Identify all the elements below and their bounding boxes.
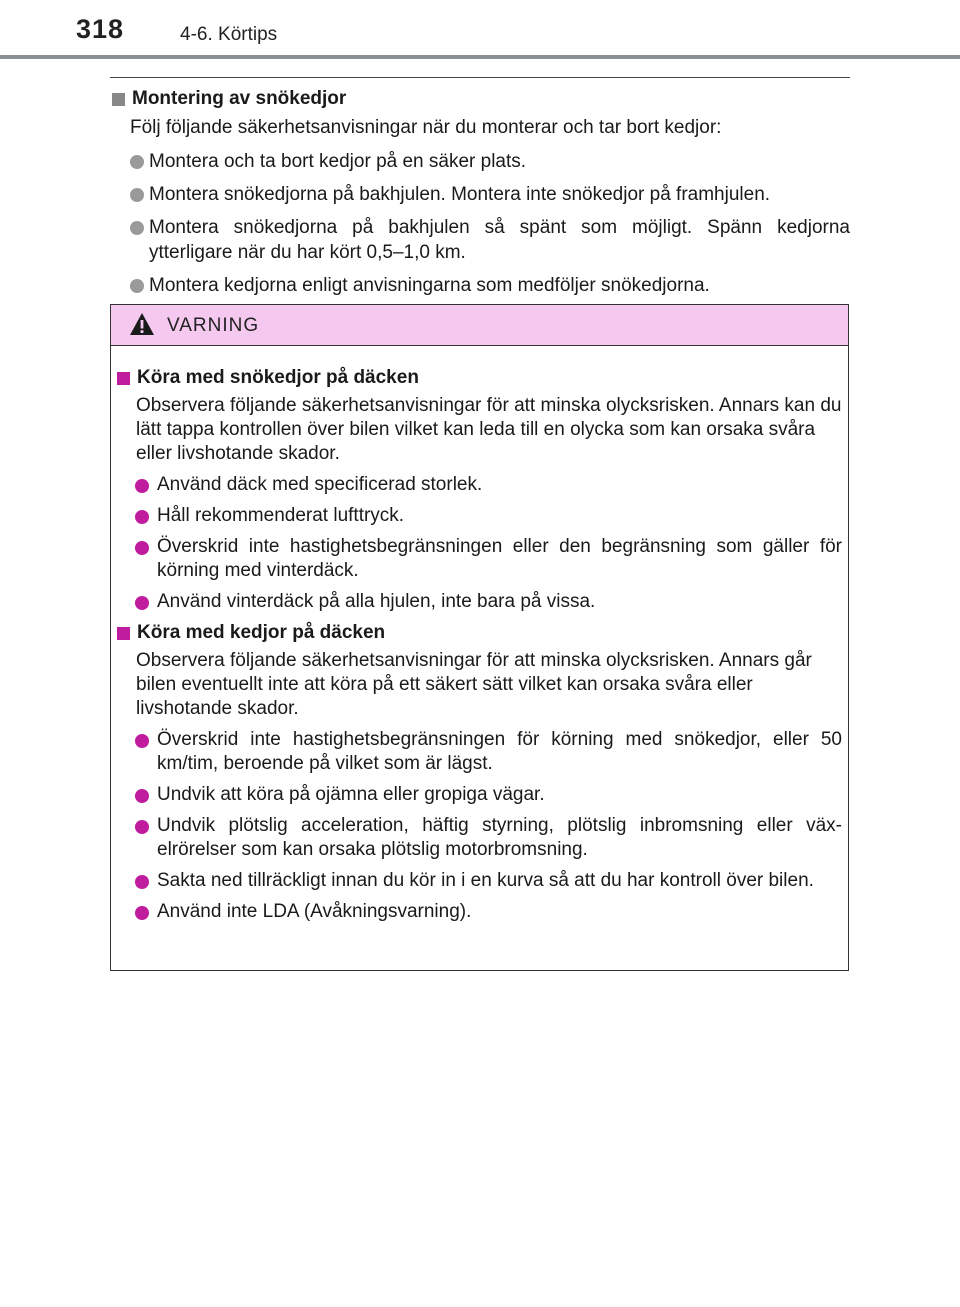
warning-triangle-icon bbox=[129, 312, 155, 336]
list-item bbox=[117, 869, 842, 893]
list-item-text: Använd däck med specificerad storlek. bbox=[157, 474, 483, 495]
circle-bullet-icon bbox=[130, 221, 144, 235]
list-item-text: Sakta ned tillräckligt innan du kör in i en kurva så att du har kontroll över bilen. bbox=[157, 870, 814, 891]
list-item-text: Håll rekommenderat lufttryck. bbox=[157, 505, 405, 526]
bullet-list bbox=[110, 149, 850, 298]
circle-bullet-icon bbox=[135, 596, 149, 610]
list-item bbox=[117, 814, 842, 862]
mounting-section bbox=[110, 86, 850, 298]
section-heading bbox=[117, 620, 842, 646]
list-item bbox=[117, 535, 842, 583]
page-header bbox=[0, 0, 960, 62]
warning-header bbox=[111, 305, 848, 346]
list-item-text: Undvik plötslig acceleration, häftig styrning, plötslig inbromsning eller väx-elrörelser som kan orsaka plötslig motorbromsning. bbox=[157, 815, 842, 860]
warning-box bbox=[110, 304, 849, 971]
warning-body bbox=[111, 346, 848, 924]
warning-section-snow-chains bbox=[117, 365, 842, 614]
list-item-text: Överskrid inte hastighetsbegränsningen eller den begränsning som gäller för körning med vinterdäck. bbox=[157, 536, 842, 581]
list-item-text: Montera snökedjorna på bakhjulen så spänt som möjligt. Spänn kedjorna ytterligare när du har kört 0,5–1,0 km. bbox=[149, 217, 850, 263]
list-item-text: Överskrid inte hastighetsbegränsningen för körning med snökedjor, eller 50 km/tim, beroende på vilket som är lägst. bbox=[157, 729, 842, 774]
square-bullet-icon bbox=[117, 627, 130, 640]
list-item bbox=[110, 215, 850, 265]
bullet-list bbox=[117, 473, 842, 614]
page-number: 318 bbox=[76, 14, 125, 44]
square-bullet-icon bbox=[112, 93, 125, 106]
section-heading bbox=[117, 365, 842, 391]
list-item bbox=[110, 182, 850, 207]
list-item bbox=[117, 783, 842, 807]
content-divider bbox=[110, 77, 850, 78]
list-item bbox=[117, 728, 842, 776]
list-item bbox=[117, 473, 842, 497]
circle-bullet-icon bbox=[135, 875, 149, 889]
list-item bbox=[110, 273, 850, 298]
list-item bbox=[117, 900, 842, 924]
circle-bullet-icon bbox=[130, 155, 144, 169]
header-divider bbox=[0, 55, 960, 59]
section-heading bbox=[110, 86, 850, 112]
heading-text: Köra med snökedjor på däcken bbox=[137, 367, 419, 388]
warning-label: VARNING bbox=[167, 315, 260, 336]
circle-bullet-icon bbox=[135, 906, 149, 920]
list-item-text: Använd inte LDA (Avåkningsvarning). bbox=[157, 901, 472, 922]
section-intro: Följ följande säkerhetsanvisningar när du monterar och tar bort kedjor: bbox=[130, 117, 722, 138]
square-bullet-icon bbox=[117, 372, 130, 385]
heading-text: Köra med kedjor på däcken bbox=[137, 622, 386, 643]
circle-bullet-icon bbox=[135, 789, 149, 803]
circle-bullet-icon bbox=[130, 188, 144, 202]
list-item-text: Montera snökedjorna på bakhjulen. Montera inte snökedjor på framhjulen. bbox=[149, 184, 771, 205]
list-item bbox=[117, 504, 842, 528]
circle-bullet-icon bbox=[130, 279, 144, 293]
warning-section-chains bbox=[117, 620, 842, 924]
circle-bullet-icon bbox=[135, 820, 149, 834]
list-item-text: Montera kedjorna enligt anvisningarna som medföljer snökedjorna. bbox=[149, 275, 710, 296]
section-title: 4-6. Körtips bbox=[180, 24, 278, 45]
section-intro: Observera följande säkerhetsanvisningar för att minska olycksrisken. Annars går bilen eventuellt inte att köra på ett säkert sätt vilket kan orsaka svåra eller livshotande skador. bbox=[136, 650, 812, 719]
circle-bullet-icon bbox=[135, 734, 149, 748]
list-item-text: Montera och ta bort kedjor på en säker plats. bbox=[149, 151, 527, 172]
circle-bullet-icon bbox=[135, 479, 149, 493]
list-item bbox=[110, 149, 850, 174]
bullet-list bbox=[117, 728, 842, 924]
list-item bbox=[117, 590, 842, 614]
list-item-text: Undvik att köra på ojämna eller gropiga vägar. bbox=[157, 784, 545, 805]
section-intro: Observera följande säkerhetsanvisningar för att minska olycksrisken. Annars kan du lätt tappa kontrollen över bilen vilket kan leda till en olycka som kan orsaka svåra eller livshotande skador. bbox=[136, 395, 842, 464]
circle-bullet-icon bbox=[135, 541, 149, 555]
list-item-text: Använd vinterdäck på alla hjulen, inte bara på vissa. bbox=[157, 591, 596, 612]
heading-text: Montering av snökedjor bbox=[132, 88, 347, 109]
circle-bullet-icon bbox=[135, 510, 149, 524]
